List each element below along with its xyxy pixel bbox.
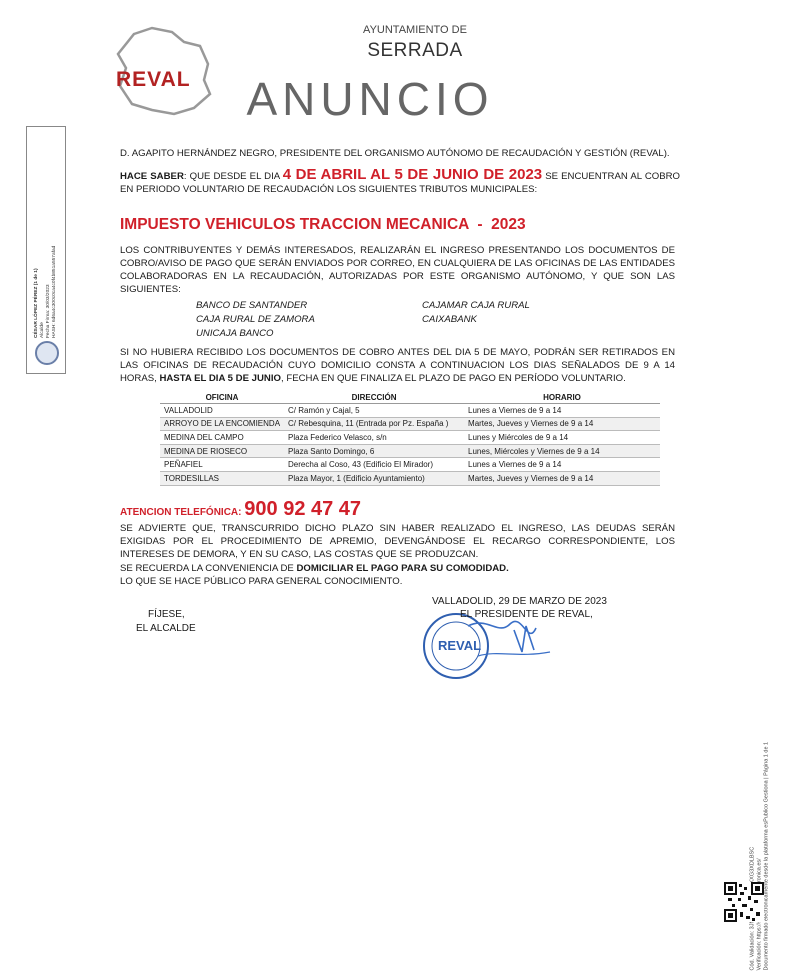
public-paragraph: LO QUE SE HACE PÚBLICO PARA GENERAL CONOCIMIENTO. — [120, 576, 403, 587]
bank-item: CAIXABANK — [422, 314, 477, 325]
table-row — [160, 471, 660, 485]
bank-item: CAJAMAR CAJA RURAL — [422, 300, 530, 311]
address-cell: Plaza Mayor, 1 (Edificio Ayuntamiento) — [284, 471, 464, 485]
table-row — [160, 458, 660, 472]
table-row — [160, 404, 660, 418]
warning-paragraph: SE ADVIERTE QUE, TRANSCURRIDO DICHO PLAZO SIN HABER REALIZADO EL INGRESO, LAS DEUDAS SERÁN EXIGIDAS POR EL PROCEDIMIENTO DE APREMIO, DEVENGÁNDOSE EL RECARGO CORRESPONDIENTE, LOS INTERESES DE DEMORA, Y EN SU CASO, LAS COSTAS QUE SE PRODUZCAN. — [120, 523, 675, 560]
president-signature-label: EL PRESIDENTE DE REVAL, — [460, 609, 593, 620]
office-cell: VALLADOLID — [160, 404, 284, 418]
address-cell: C/ Ramón y Cajal, 5 — [284, 404, 464, 418]
hours-cell: Martes, Jueves y Viernes de 9 a 14 — [464, 417, 660, 431]
hace-saber-label: HACE SABER — [120, 171, 184, 182]
office-cell: TORDESILLAS — [160, 471, 284, 485]
alcalde-label: EL ALCALDE — [136, 623, 196, 634]
bank-list — [196, 300, 596, 342]
hours-cell: Lunes, Miércoles y Viernes de 9 a 14 — [464, 444, 660, 458]
phone-label: ATENCION TELEFÓNICA: — [120, 507, 245, 518]
office-cell: PEÑAFIEL — [160, 458, 284, 472]
validation-code: Cód. Validación: — [749, 930, 756, 971]
reminder-paragraph — [120, 562, 675, 575]
column-header: DIRECCIÓN — [284, 391, 464, 404]
hours-cell: Martes, Jueves y Viernes de 9 a 14 — [464, 471, 660, 485]
bank-item: BANCO DE SANTANDER — [196, 300, 308, 311]
table-row — [160, 444, 660, 458]
table-header-row — [160, 391, 660, 404]
ayuntamiento-label: AYUNTAMIENTO DE — [363, 24, 467, 36]
qr-code-icon — [724, 882, 764, 922]
emblem-icon — [35, 341, 59, 365]
address-cell: Plaza Federico Velasco, s/n — [284, 431, 464, 445]
table-row — [160, 417, 660, 431]
office-cell: MEDINA DE RIOSECO — [160, 444, 284, 458]
logo-text: REVAL — [116, 68, 191, 91]
town-name: SERRADA — [367, 40, 463, 61]
hace-saber-paragraph — [120, 168, 680, 196]
pickup-paragraph — [120, 346, 675, 385]
office-cell: MEDINA DEL CAMPO — [160, 431, 284, 445]
bank-item: UNICAJA BANCO — [196, 328, 274, 339]
phone-number: 900 92 47 47 — [244, 498, 362, 520]
hours-cell: Lunes y Miércoles de 9 a 14 — [464, 431, 660, 445]
office-cell: ARROYO DE LA ENCOMIENDA — [160, 417, 284, 431]
signature-date: Fecha Firma: 30/03/2023 — [46, 284, 51, 338]
offices-table — [160, 391, 660, 486]
phone-line — [120, 498, 361, 521]
tax-title: IMPUESTO VEHICULOS TRACCION MECANICA - 2023 — [120, 216, 526, 233]
fijese-label: FÍJESE, — [148, 609, 185, 620]
contrib-paragraph: LOS CONTRIBUYENTES Y DEMÁS INTERESADOS, REALIZARÁN EL INGRESO PRESENTANDO LOS DOCUMENTOS DE COBRO/AVISO DE PAGO QUE SERÁN ENVIADOS POR CORREO, EN CUALQUIERA DE LAS OFICINAS DE LAS ENTIDADES COLABORADORAS EN LA RECAUDACIÓN, AUTORIZADAS POR ESTE ORGANISMO AUTÓNOMO, Y QUE SON LAS SIGUIENTES: — [120, 245, 675, 295]
signer-name: CÉSAR LÓPEZ PÉREZ (1 de 1) — [34, 268, 39, 338]
address-cell: Derecha al Coso, 43 (Edificio El Mirador) — [284, 458, 464, 472]
page-title: ANUNCIO — [246, 73, 494, 125]
address-cell: Plaza Santo Domingo, 6 — [284, 444, 464, 458]
collection-dates: 4 DE ABRIL AL 5 DE JUNIO DE 2023 — [282, 166, 543, 183]
signer-role: Alcalde — [40, 322, 45, 338]
bank-item: CAJA RURAL DE ZAMORA — [196, 314, 315, 325]
seal-text: REVAL — [438, 638, 482, 653]
verification-url: Verificación: — [756, 940, 763, 971]
hace-saber-pre: : QUE DESDE EL DIA — [183, 171, 283, 182]
signature-hash: HASH: 6d6a4c300c0ca4c0f4b851a557afad — [52, 245, 57, 338]
reval-logo — [112, 24, 222, 120]
hace-saber-post: SE ENCUENTRAN AL COBRO EN PERIODO VOLUNTARIO DE RECAUDACIÓN LOS SIGUIENTES TRIBUTOS MUNICIPALES: — [120, 171, 680, 195]
place-date: VALLADOLID, 29 DE MARZO DE 2023 — [432, 596, 607, 607]
president-paragraph: D. AGAPITO HERNÁNDEZ NEGRO, PRESIDENTE DEL ORGANISMO AUTÓNOMO DE RECAUDACIÓN Y GESTIÓN (REVAL). — [120, 148, 670, 159]
column-header: OFICINA — [160, 391, 284, 404]
pickup-post: , FECHA EN QUE FINALIZA EL PLAZO DE PAGO EN PERÍODO VOLUNTARIO. — [281, 373, 626, 384]
pickup-pre: SI NO HUBIERA RECIBIDO LOS DOCUMENTOS DE COBRO ANTES DEL DIA 5 DE MAYO, PODRÁN SER RETIRADOS EN LAS OFICINAS DE RECAUDACIÓN CUYO DOMICILIO CONSTA A CONTINUACION LOS DIAS SEÑALADOS DE 9 A 14 HORAS, — [120, 347, 675, 384]
address-cell: C/ Rebesquina, 11 (Entrada por Pz. España ) — [284, 417, 464, 431]
hours-cell: Lunes a Viernes de 9 a 14 — [464, 458, 660, 472]
reminder-pre: SE RECUERDA LA CONVENIENCIA DE — [120, 563, 297, 574]
hours-cell: Lunes a Viernes de 9 a 14 — [464, 404, 660, 418]
column-header: HORARIO — [464, 391, 660, 404]
platform-note: Documento firmado electrónicamente desde la plataforma esPublico Gestiona | Página 1 de 1 — [763, 741, 770, 971]
pickup-deadline: HASTA EL DIA 5 DE JUNIO — [159, 373, 281, 384]
reminder-bold: DOMICILIAR EL PAGO PARA SU COMODIDAD. — [296, 563, 509, 574]
table-row — [160, 431, 660, 445]
e-signature-box — [26, 126, 66, 374]
e-signature-text — [34, 100, 58, 338]
